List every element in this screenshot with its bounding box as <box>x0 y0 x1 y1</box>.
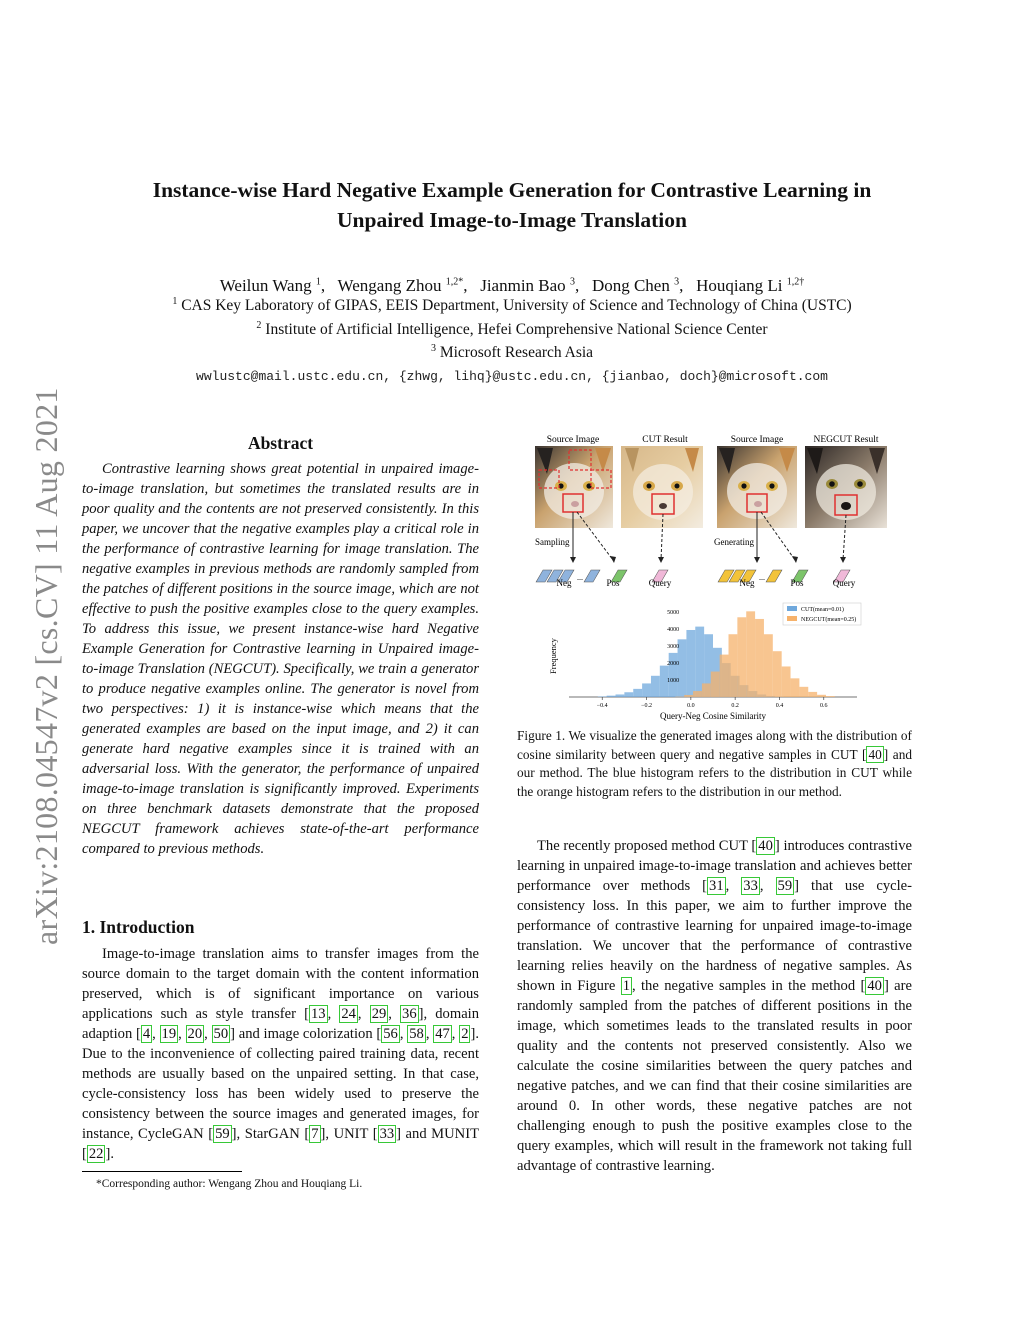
abstract-text: Contrastive learning shows great potential in unpaired image-to-image translation, but sometimes the translated results are in poor quality and the contents are not preserved consistently. In this paper, we uncover that the negative examples play a critical role in the performance of contrastive learning for image translation. The negative examples in previous methods are randomly sampled from the patches of different positions in the source image, which are not effective to push the positive examples close to the query examples. To address this issue, we present instance-wise hard Negative Example Generation for Contrastive learning in Unpaired image-to-image Translation (NEGCUT). Specifically, we train a generator to produce negative examples online. The generator is novel from two perspectives: 1) it is instance-wise which means that the generated examples are based on the input image, and 2) it can generate hard negative examples since it is trained with an adversarial loss. With the generator, the performance of unpaired image-to-image translation is significantly improved. Experiments on three benchmark datasets demonstrate that the proposed NEGCUT framework achieves state-of-the-art performance compared to previous methods. <box>82 461 479 857</box>
paper-title <box>80 175 944 235</box>
citation-link[interactable]: 58 <box>409 1026 424 1042</box>
affiliation-1: $^1$ CAS Key Laboratory of GIPAS, EEIS Department, University of Science and Technology of China (USTC) <box>172 296 852 315</box>
citation-link[interactable]: 47 <box>435 1026 450 1042</box>
panel-label-source-2: Source Image <box>730 435 784 445</box>
legend-label-cut: CUT(mean=0.01) <box>801 607 844 613</box>
svg-text:...: ... <box>577 573 583 582</box>
histogram-bar-cut <box>686 630 695 697</box>
histogram-bar-negcut <box>773 651 782 697</box>
histogram-legend <box>783 603 861 625</box>
panel-label-source-1: Source Image <box>546 435 600 445</box>
x-tick-label: 0.4 <box>775 703 784 709</box>
author: Dong Chen $^3$, <box>591 275 692 295</box>
author-list <box>60 270 964 297</box>
citation-link[interactable]: 19 <box>161 1026 177 1042</box>
panel-label-negcut-result: NEGCUT Result <box>813 435 879 445</box>
author-emails: wwlustc@mail.ustc.edu.cn, {zhwg, lihq}@ustc.edu.cn, {jianbao, doch}@microsoft.com <box>196 369 828 384</box>
citation-link[interactable]: 40 <box>758 838 773 854</box>
svg-text:...: ... <box>759 573 765 582</box>
histogram-bar-negcut <box>746 611 755 697</box>
histogram-bar-negcut <box>808 692 817 697</box>
citation-link[interactable]: 20 <box>187 1026 203 1042</box>
y-tick-label: 5000 <box>667 610 680 617</box>
citation-link[interactable]: 36 <box>402 1006 417 1022</box>
legend-label-negcut: NEGCUT(mean=0.25) <box>801 617 857 623</box>
affiliation-3: $^3$ Microsoft Research Asia <box>430 343 594 362</box>
x-tick-label: −0.2 <box>641 703 652 709</box>
patch-label-query: Query <box>832 578 856 588</box>
x-tick-label: 0.0 <box>687 703 695 709</box>
citation-link[interactable]: 33 <box>379 1126 395 1142</box>
panel-label-cut-result: CUT Result <box>642 435 688 445</box>
citation-link[interactable]: 29 <box>371 1006 387 1022</box>
histogram-bar-cut <box>669 653 678 697</box>
histogram-bar-negcut <box>826 696 835 697</box>
author: Jianmin Bao $^3$, <box>480 275 588 295</box>
histogram-bar-cut <box>616 694 625 697</box>
citation-link[interactable]: 4 <box>142 1026 151 1042</box>
patch-label-neg: Neg <box>556 578 572 588</box>
citation-link[interactable]: 1 <box>622 978 630 994</box>
histogram-bar-cut <box>607 696 616 697</box>
legend-swatch-cut <box>787 606 797 611</box>
histogram-bar-negcut <box>799 687 808 697</box>
histogram-bar-cut <box>598 696 607 697</box>
footnote: *Corresponding author: Wengang Zhou and Houqiang Li. <box>96 1178 363 1190</box>
histogram-bar-negcut <box>693 691 702 697</box>
x-tick-label: −0.4 <box>596 703 608 709</box>
figure-1-caption: Figure 1. We visualize the generated images along with the distribution of cosine similarity between query and negative samples in CUT [ 40 ] and our method. The blue histogram refers to the distribution in CUT while the orange histogram refers to the distribution in our method. <box>517 728 912 800</box>
figure-1 <box>517 426 912 726</box>
histogram-bar-negcut <box>729 634 738 697</box>
x-tick-label: 0.6 <box>820 703 828 709</box>
histogram-bar-negcut <box>737 617 746 697</box>
similarity-histogram <box>548 603 861 721</box>
citation-link[interactable]: 59 <box>777 878 793 894</box>
author: Houqiang Li $^{1,2\dagger}$ <box>696 275 805 295</box>
affiliation-2: $^2$ Institute of Artificial Intelligence, Hefei Comprehensive National Science Center <box>256 320 768 339</box>
histogram-bar-negcut <box>684 695 693 697</box>
histogram-bar-cut <box>651 676 660 697</box>
citation-link[interactable]: 40 <box>868 746 882 762</box>
patch-label-pos: Pos <box>790 578 804 588</box>
histogram-bar-negcut <box>720 655 729 697</box>
cut-result-image <box>621 446 703 528</box>
histogram-bar-negcut <box>755 619 764 697</box>
histogram-bar-cut <box>642 683 651 697</box>
citation-link[interactable]: 22 <box>88 1146 104 1162</box>
histogram-bar-negcut <box>791 678 800 697</box>
patch-group-right <box>718 570 850 582</box>
arrow-heads <box>570 556 846 563</box>
legend-swatch-negcut <box>787 616 797 621</box>
patch-label-neg: Neg <box>739 578 755 588</box>
citation-link[interactable]: 56 <box>383 1026 398 1042</box>
histogram-bar-negcut <box>711 672 720 697</box>
citation-link[interactable]: 13 <box>310 1006 326 1022</box>
y-tick-label: 1000 <box>667 678 680 685</box>
introduction-paragraph-2: The recently proposed method CUT [ 40 ] introduces contrastive learning in unpaired image-to-image translation and achieves better performance over methods [ 31 , 33 , 59 ] that use cycle-consistency loss. In this paper, we aim to further improve the performance of contrastive learning for unpaired image-to-image translation. We uncover that the performance of contrastive learning relies heavily on the hardness of negative samples. As shown in Figure 1 , the negative samples in the method [ 40 ] are randomly sampled from the patches of different positions in the image, which sometimes leads to the translated results in poor quality and the contents not preserved consistently. Also we calculate the cosine similarities between the query patches and negative patches, and we can find that their cosine similarities are around 0. In other words, these negative patches are not challenging enough to push the positive examples close to the query examples, which will result in the framework not taking full advantage of contrastive learning. <box>517 838 913 1174</box>
y-tick-label: 4000 <box>667 627 680 634</box>
citation-link[interactable]: 2 <box>461 1026 469 1042</box>
x-axis-label: Query-Neg Cosine Similarity <box>660 711 766 721</box>
histogram-bar-negcut <box>782 666 791 697</box>
citation-link[interactable]: 33 <box>743 878 758 894</box>
generating-label: Generating <box>714 537 754 547</box>
citation-link[interactable]: 59 <box>215 1126 230 1142</box>
title-line-1: Instance-wise Hard Negative Example Generation for Contrastive Learning in <box>152 178 872 202</box>
sampling-label: Sampling <box>535 537 570 547</box>
abstract-heading: Abstract <box>247 433 314 453</box>
histogram-bar-negcut <box>764 634 773 697</box>
histogram-bar-negcut <box>702 683 711 697</box>
histogram-bar-cut <box>624 692 633 697</box>
introduction-paragraph: Image-to-image translation aims to transfer images from the source domain to the target domain with the content information preserved, which is of significant importance on various applications such as style transfer [ 13 , 24 , 29 , 36 ], domain adaption [ 4 , 19 , 20 , 50 ] and image colorization [ 56 , 58 , 47 , 2 ]. Due to the inconvenience of collecting paired training data, recent methods are usually based on the unpaired setting. In that case, cycle-consistency loss has been widely used to preserve the consistency between the source images and generated images, for instance, CycleGAN [ 59 ], StarGAN [ 7 ], UNIT [ 33 ] and MUNIT [ 22 ]. <box>82 946 480 1162</box>
citation-link[interactable]: 31 <box>709 878 724 894</box>
author: Wengang Zhou $^{1,2*}$, <box>337 275 476 295</box>
source-image-1 <box>535 446 613 528</box>
histogram-bar-cut <box>633 689 642 697</box>
footnote-rule <box>82 1171 242 1172</box>
patch-label-pos: Pos <box>606 578 620 588</box>
patch-label-query: Query <box>648 578 672 588</box>
citation-link[interactable]: 7 <box>311 1126 319 1142</box>
y-tick-label: 2000 <box>667 661 680 668</box>
citation-link[interactable]: 50 <box>213 1026 229 1042</box>
y-axis-label: Frequency <box>548 638 558 674</box>
x-tick-label: 0.2 <box>731 703 739 709</box>
author: Weilun Wang $^1$, <box>219 275 334 295</box>
section-heading-introduction: 1. Introduction <box>82 917 195 937</box>
citation-link[interactable]: 40 <box>867 978 882 994</box>
arxiv-identifier: arXiv:2108.04547v2 [cs.CV] 11 Aug 2021 <box>28 387 64 945</box>
histogram-bar-negcut <box>817 695 826 697</box>
y-tick-label: 3000 <box>667 644 680 651</box>
citation-link[interactable]: 24 <box>341 1006 356 1022</box>
title-line-2: Unpaired Image-to-Image Translation <box>337 208 687 232</box>
